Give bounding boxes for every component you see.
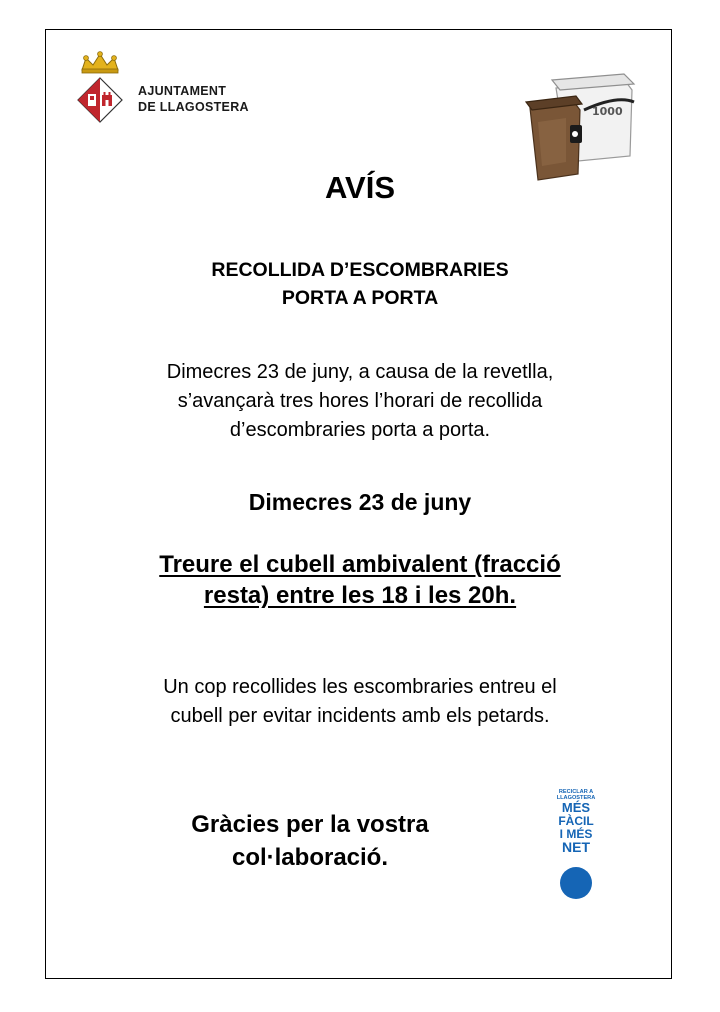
slogan-big4: NET [562, 839, 590, 855]
slogan-small1: RECICLAR A [558, 789, 594, 795]
org-name-line1: AJUNTAMENT [138, 84, 227, 98]
notice-subtitle [0, 256, 720, 312]
paragraph1-line2: s’avançarà tres hores l’horari de recollida [177, 390, 543, 412]
municipality-name [138, 83, 249, 115]
paragraph2-line2: cubell per evitar incidents amb els petards. [170, 705, 550, 727]
paragraph2-line1: Un cop recollides les escombraries entreu el [163, 676, 557, 698]
instruction-line1: Treure el cubell ambivalent (fracció [159, 551, 561, 578]
org-name-line2: DE LLAGOSTERA [138, 100, 249, 114]
slogan-dot-icon [560, 867, 592, 899]
thanks-line1: Gràcies per la vostra [191, 811, 429, 838]
notice-date: Dimecres 23 de juny [248, 489, 472, 515]
instruction-line2: resta) entre les 18 i les 20h. [203, 582, 517, 609]
thanks-line2: col·laboració. [231, 844, 389, 871]
slogan-big2: FÀCIL [558, 814, 594, 828]
notice-paragraph1 [0, 358, 720, 445]
notice-instruction [0, 549, 720, 611]
svg-text:1000: 1000 [592, 105, 623, 118]
waste-bins-image [522, 70, 640, 182]
paragraph1-line1: Dimecres 23 de juny, a causa de la revetlla, [166, 361, 554, 383]
subtitle-line1: RECOLLIDA D’ESCOMBRARIES [211, 259, 509, 281]
subtitle-line2: PORTA A PORTA [281, 287, 439, 309]
slogan-big1: MÉS [561, 800, 591, 815]
recycling-slogan-logo [553, 786, 599, 901]
slogan-small2: LLAGOSTERA [556, 795, 596, 801]
notice-title: AVÍS [324, 170, 396, 205]
notice-paragraph2 [0, 673, 720, 731]
notice-thanks [160, 808, 460, 874]
crest-icon [76, 50, 136, 140]
paragraph1-line3: d’escombraries porta a porta. [229, 419, 491, 441]
slogan-big3: I MÉS [559, 827, 593, 841]
